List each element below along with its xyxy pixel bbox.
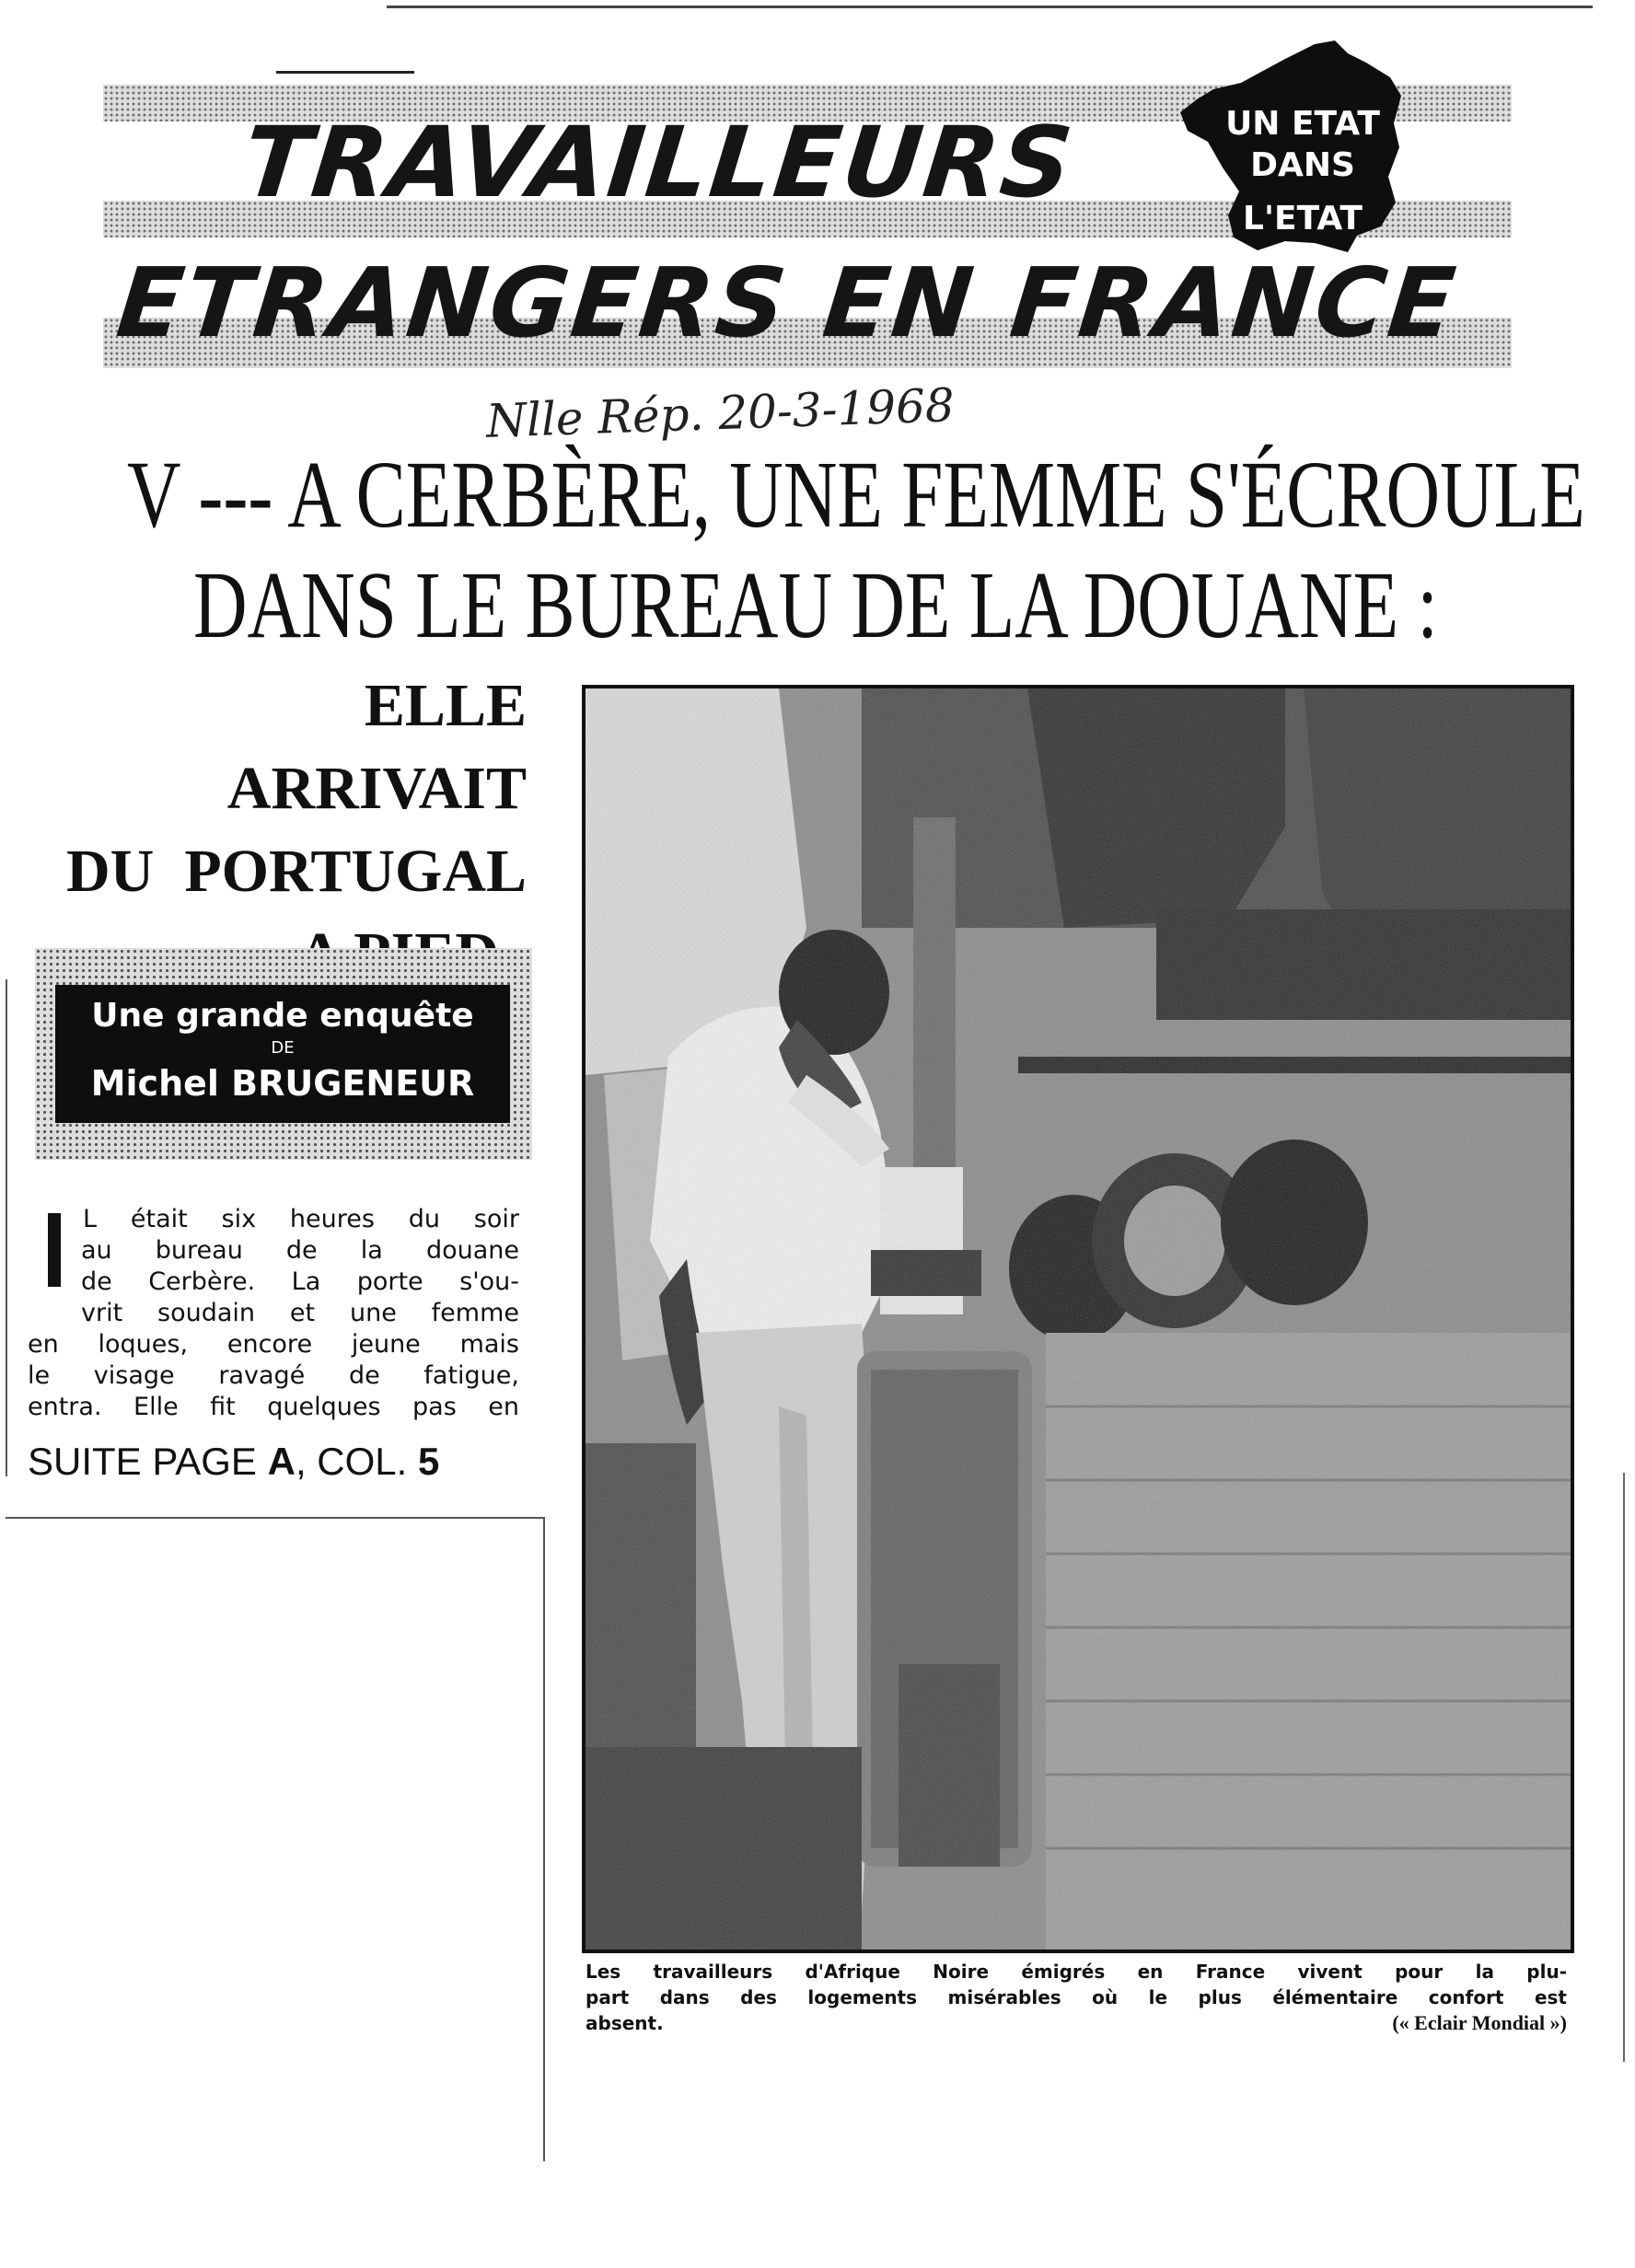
article-line-7: entra. Elle fit quelques pas en bbox=[28, 1393, 519, 1421]
badge-line-2: DANS bbox=[1250, 146, 1355, 184]
article-line-2: au bureau de la douane bbox=[81, 1236, 519, 1265]
headline-line-2: DANS LE BUREAU DE LA DOUANE : bbox=[193, 552, 1438, 658]
clip-rule-horizontal bbox=[6, 1517, 545, 1519]
banner-title-line-1: TRAVAILLEURS bbox=[238, 106, 1080, 219]
handwritten-date-note: Nlle Rép. 20-3-1968 bbox=[485, 378, 956, 448]
photo-credit: (« Eclair Mondial ») bbox=[1392, 2011, 1567, 2034]
banner-top-rule bbox=[276, 71, 414, 74]
subhead bbox=[66, 665, 527, 996]
byline-inner bbox=[55, 985, 510, 1123]
continued-prefix: SUITE PAGE bbox=[28, 1440, 268, 1483]
photo-image bbox=[586, 688, 1571, 1950]
article-line-5: en loques, encore jeune mais bbox=[28, 1330, 519, 1359]
subhead-line-1: ELLE ARRIVAIT bbox=[226, 672, 527, 822]
caption-last-row bbox=[586, 2010, 1567, 2036]
caption-line-1: Les travailleurs d'Afrique Noire émigrés en France vivent pour la plu- bbox=[586, 1961, 1567, 1983]
article-line-4: vrit soudain et une femme bbox=[81, 1299, 519, 1327]
byline-box bbox=[35, 948, 532, 1160]
headline-line-1: V --- A CERBÈRE, UNE FEMME S'ÉCROULE bbox=[127, 442, 1585, 548]
continued-col-prefix: , COL. bbox=[295, 1440, 419, 1483]
article-line-3: de Cerbère. La porte s'ou- bbox=[81, 1267, 519, 1296]
subhead-line-2: DU PORTUGAL bbox=[66, 838, 528, 905]
clip-rule-vertical-left bbox=[6, 979, 7, 1476]
clip-rule-vertical-mid bbox=[543, 1517, 545, 2161]
photo bbox=[582, 685, 1574, 1953]
clip-rule-vertical-right bbox=[1623, 1473, 1625, 2062]
continued-on bbox=[28, 1440, 439, 1484]
caption-line-3: absent. bbox=[586, 2012, 664, 2034]
continued-page: A bbox=[267, 1440, 296, 1483]
badge-line-1: UN ETAT bbox=[1225, 105, 1380, 143]
caption-line-2: part dans des logements misérables où le plus élémentaire confort est bbox=[586, 1986, 1567, 2008]
article-line-6: le visage ravagé de fatigue, bbox=[28, 1361, 519, 1390]
continued-col: 5 bbox=[418, 1440, 440, 1483]
photo-caption bbox=[586, 1959, 1567, 2036]
top-rule bbox=[387, 6, 1593, 8]
article-body bbox=[28, 1204, 519, 1423]
banner-title-line-2: ETRANGERS EN FRANCE bbox=[111, 247, 1463, 359]
byline-line-3: Michel BRUGENEUR bbox=[90, 1063, 475, 1104]
badge-line-3: L'ETAT bbox=[1243, 200, 1362, 237]
byline-line-1: Une grande enquête bbox=[91, 997, 474, 1035]
byline-line-2: DE bbox=[271, 1038, 295, 1058]
article-line-1: L était six heures du soir bbox=[83, 1205, 519, 1233]
